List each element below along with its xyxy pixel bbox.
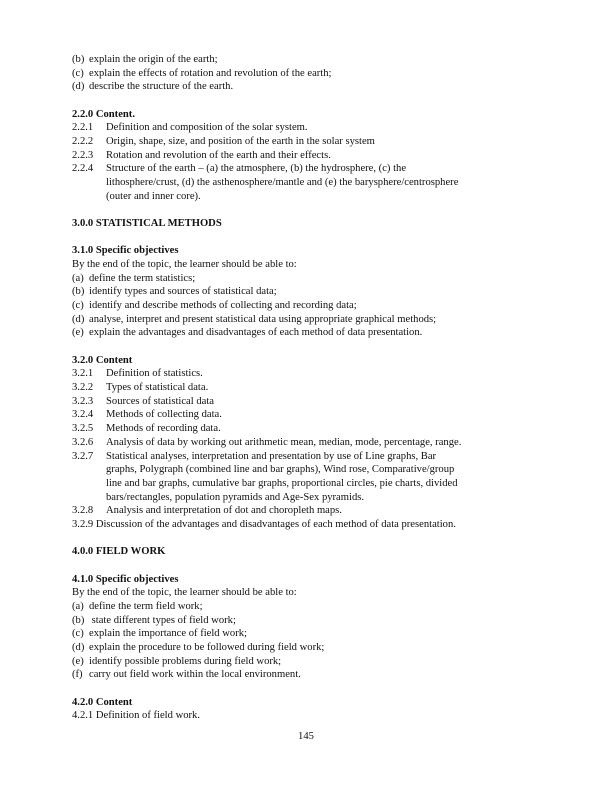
objective-item: (e) identify possible problems during field work; [72,655,282,667]
objective-item-c: (c) explain the effects of rotation and revolution of the earth; [72,67,332,79]
section-heading-3-0-0: 3.0.0 STATISTICAL METHODS [72,218,222,230]
section-heading-4-1-0: 4.1.0 Specific objectives [72,573,179,585]
objective-item-b: (b) explain the origin of the earth; [72,54,218,65]
content-item: 3.2.7 Statistical analyses, interpretation and presentation by use of Line graphs, Bar [72,450,437,462]
content-item: 2.2.1 Definition and composition of the solar system. [72,122,308,134]
content-item: 4.2.1 Definition of field work. [72,710,200,722]
content-item: 3.2.5 Methods of recording data. [72,423,221,435]
objectives-intro: By the end of the topic, the learner should be able to: [72,258,297,270]
section-heading-4-0-0: 4.0.0 FIELD WORK [72,546,166,558]
content-item-continuation: (outer and inner core). [106,190,201,202]
objective-item: (c) identify and describe methods of collecting and recording data; [72,300,357,312]
objective-item: (f) carry out field work within the local environment. [72,669,301,681]
content-item: 3.2.6 Analysis of data by working out arithmetic mean, median, mode, percentage, range. [72,436,462,448]
section-heading-2-2-0: 2.2.0 Content. [72,108,135,120]
objective-item: (a) define the term statistics; [72,272,196,284]
objective-item: (d) analyse, interpret and present statistical data using appropriate graphical methods; [72,313,437,325]
page-number: 145 [298,731,314,742]
section-heading-3-1-0: 3.1.0 Specific objectives [72,245,179,257]
content-item: 3.2.8 Analysis and interpretation of dot and choropleth maps. [72,505,342,517]
page-content [72,53,542,723]
content-item: 3.2.3 Sources of statistical data [72,395,214,407]
content-item: 3.2.1 Definition of statistics. [72,368,203,380]
content-item-continuation: lithosphere/crust, (d) the asthenosphere/mantle and (e) the barysphere/centrosphere [106,177,459,189]
objective-item: (b) state different types of field work; [72,614,236,626]
objectives-intro: By the end of the topic, the learner should be able to: [72,587,297,599]
content-item: 3.2.4 Methods of collecting data. [72,409,222,421]
content-item: 3.2.9 Discussion of the advantages and disadvantages of each method of data presentation. [72,519,456,531]
content-item-continuation: bars/rectangles, population pyramids and Age-Sex pyramids. [106,491,365,503]
content-item-continuation: line and bar graphs, cumulative bar graphs, proportional circles, pie charts, divided [106,477,458,489]
content-item: 2.2.2 Origin, shape, size, and position of the earth in the solar system [72,136,375,148]
content-item: 2.2.3 Rotation and revolution of the earth and their effects. [72,149,331,161]
content-item: 3.2.2 Types of statistical data. [72,382,209,394]
objective-item-d: (d) describe the structure of the earth. [72,81,234,93]
section-heading-4-2-0: 4.2.0 Content [72,696,133,708]
objective-item: (b) identify types and sources of statistical data; [72,286,277,298]
objective-item: (a) define the term field work; [72,600,203,612]
content-item-continuation: graphs, Polygraph (combined line and bar graphs), Wind rose, Comparative/group [106,464,455,476]
section-heading-3-2-0: 3.2.0 Content [72,354,133,366]
objective-item: (c) explain the importance of field work; [72,628,247,640]
content-item: 2.2.4 Structure of the earth – (a) the atmosphere, (b) the hydrosphere, (c) the [72,163,407,175]
objective-item: (d) explain the procedure to be followed during field work; [72,642,325,654]
objective-item: (e) explain the advantages and disadvantages of each method of data presentation. [72,327,423,339]
